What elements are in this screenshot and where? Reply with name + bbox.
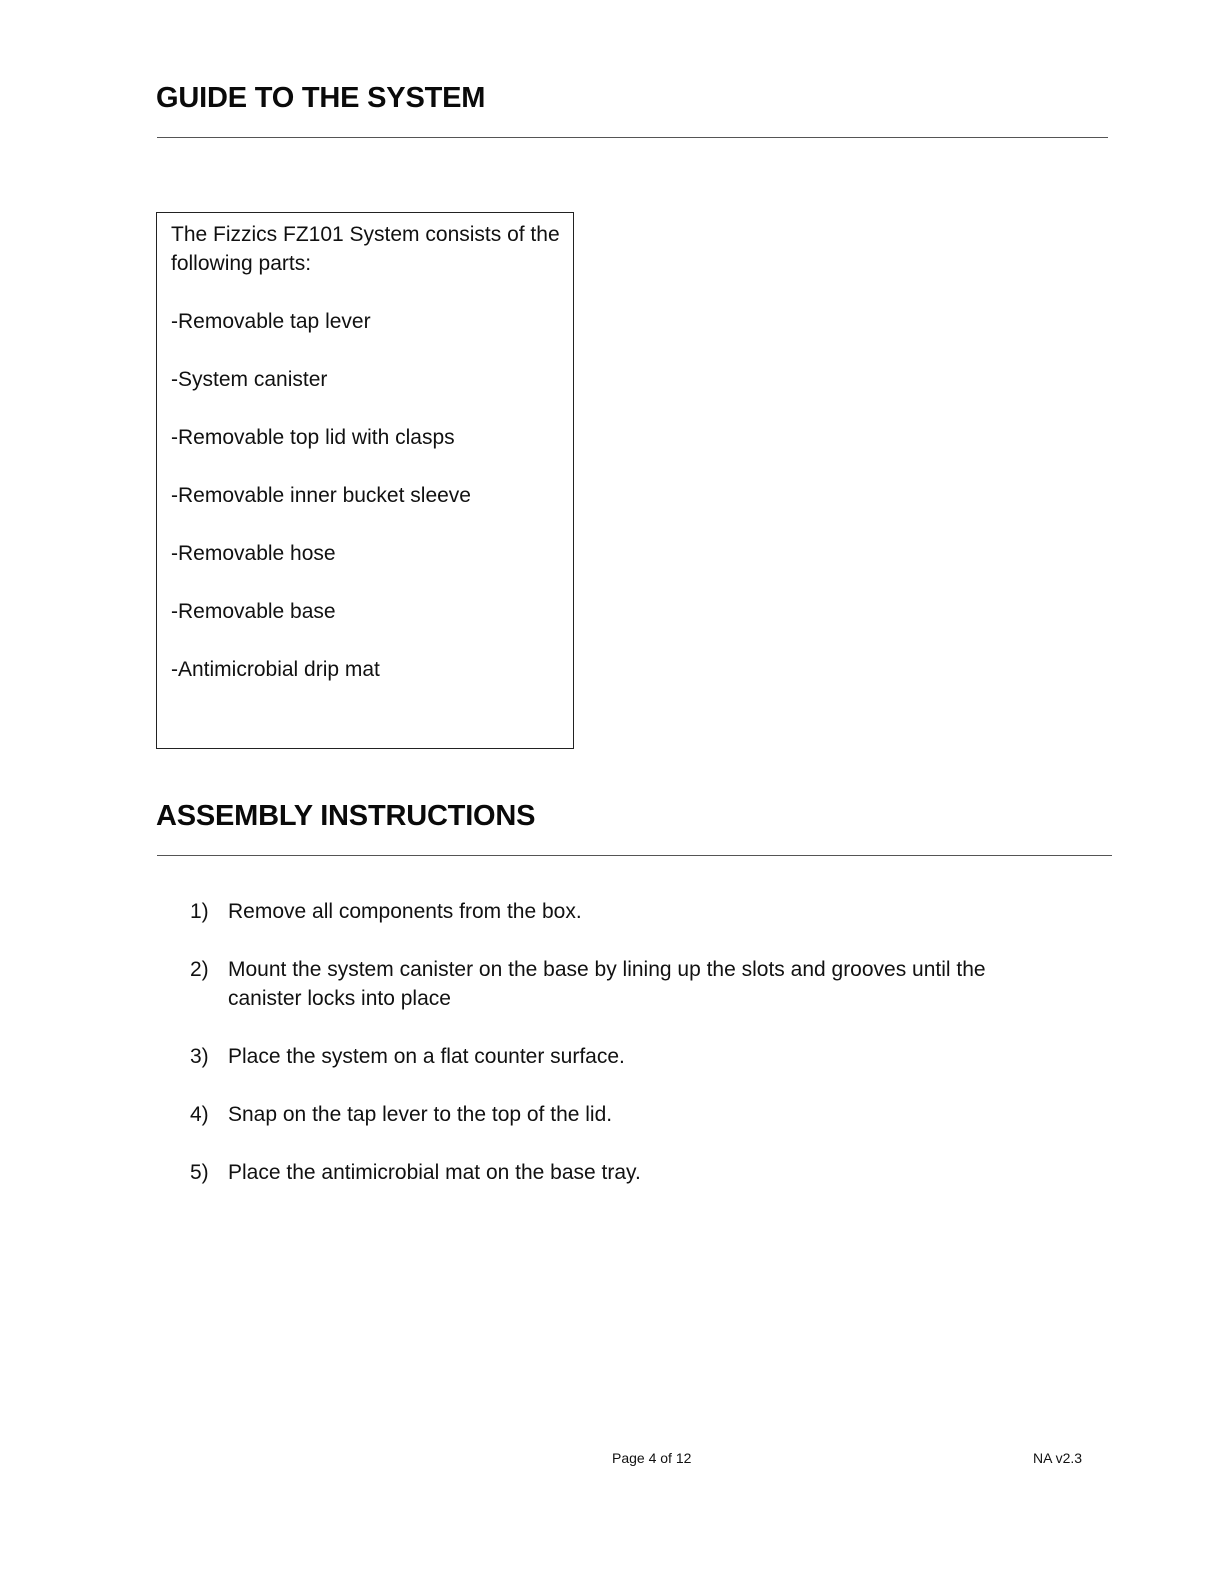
step-text: Place the antimicrobial mat on the base tray.	[228, 1161, 641, 1184]
page-number: Page 4 of 12	[612, 1450, 692, 1466]
step-number: 3)	[190, 1045, 209, 1068]
part-item: -Removable tap lever	[171, 310, 371, 333]
part-item: -Removable hose	[171, 542, 336, 565]
step-text: Mount the system canister on the base by lining up the slots and grooves until the canister locks into place	[228, 958, 986, 1010]
part-item: -Removable base	[171, 600, 336, 623]
assembly-heading: ASSEMBLY INSTRUCTIONS	[156, 800, 536, 832]
assembly-divider	[157, 855, 1112, 856]
part-item: -System canister	[171, 368, 328, 391]
step-number: 1)	[190, 900, 209, 923]
step-number: 5)	[190, 1161, 209, 1184]
part-item: -Antimicrobial drip mat	[171, 658, 380, 681]
step-number: 2)	[190, 958, 209, 981]
step-text: Remove all components from the box.	[228, 900, 582, 923]
step-text: Snap on the tap lever to the top of the lid.	[228, 1103, 613, 1126]
guide-heading: GUIDE TO THE SYSTEM	[156, 82, 486, 114]
document-version: NA v2.3	[1033, 1450, 1083, 1466]
step-number: 4)	[190, 1103, 209, 1126]
step-text: Place the system on a flat counter surface.	[228, 1045, 625, 1068]
guide-divider	[157, 137, 1108, 138]
parts-intro: The Fizzics FZ101 System consists of the following parts:	[171, 223, 560, 275]
part-item: -Removable top lid with clasps	[171, 426, 455, 449]
part-item: -Removable inner bucket sleeve	[171, 484, 471, 507]
